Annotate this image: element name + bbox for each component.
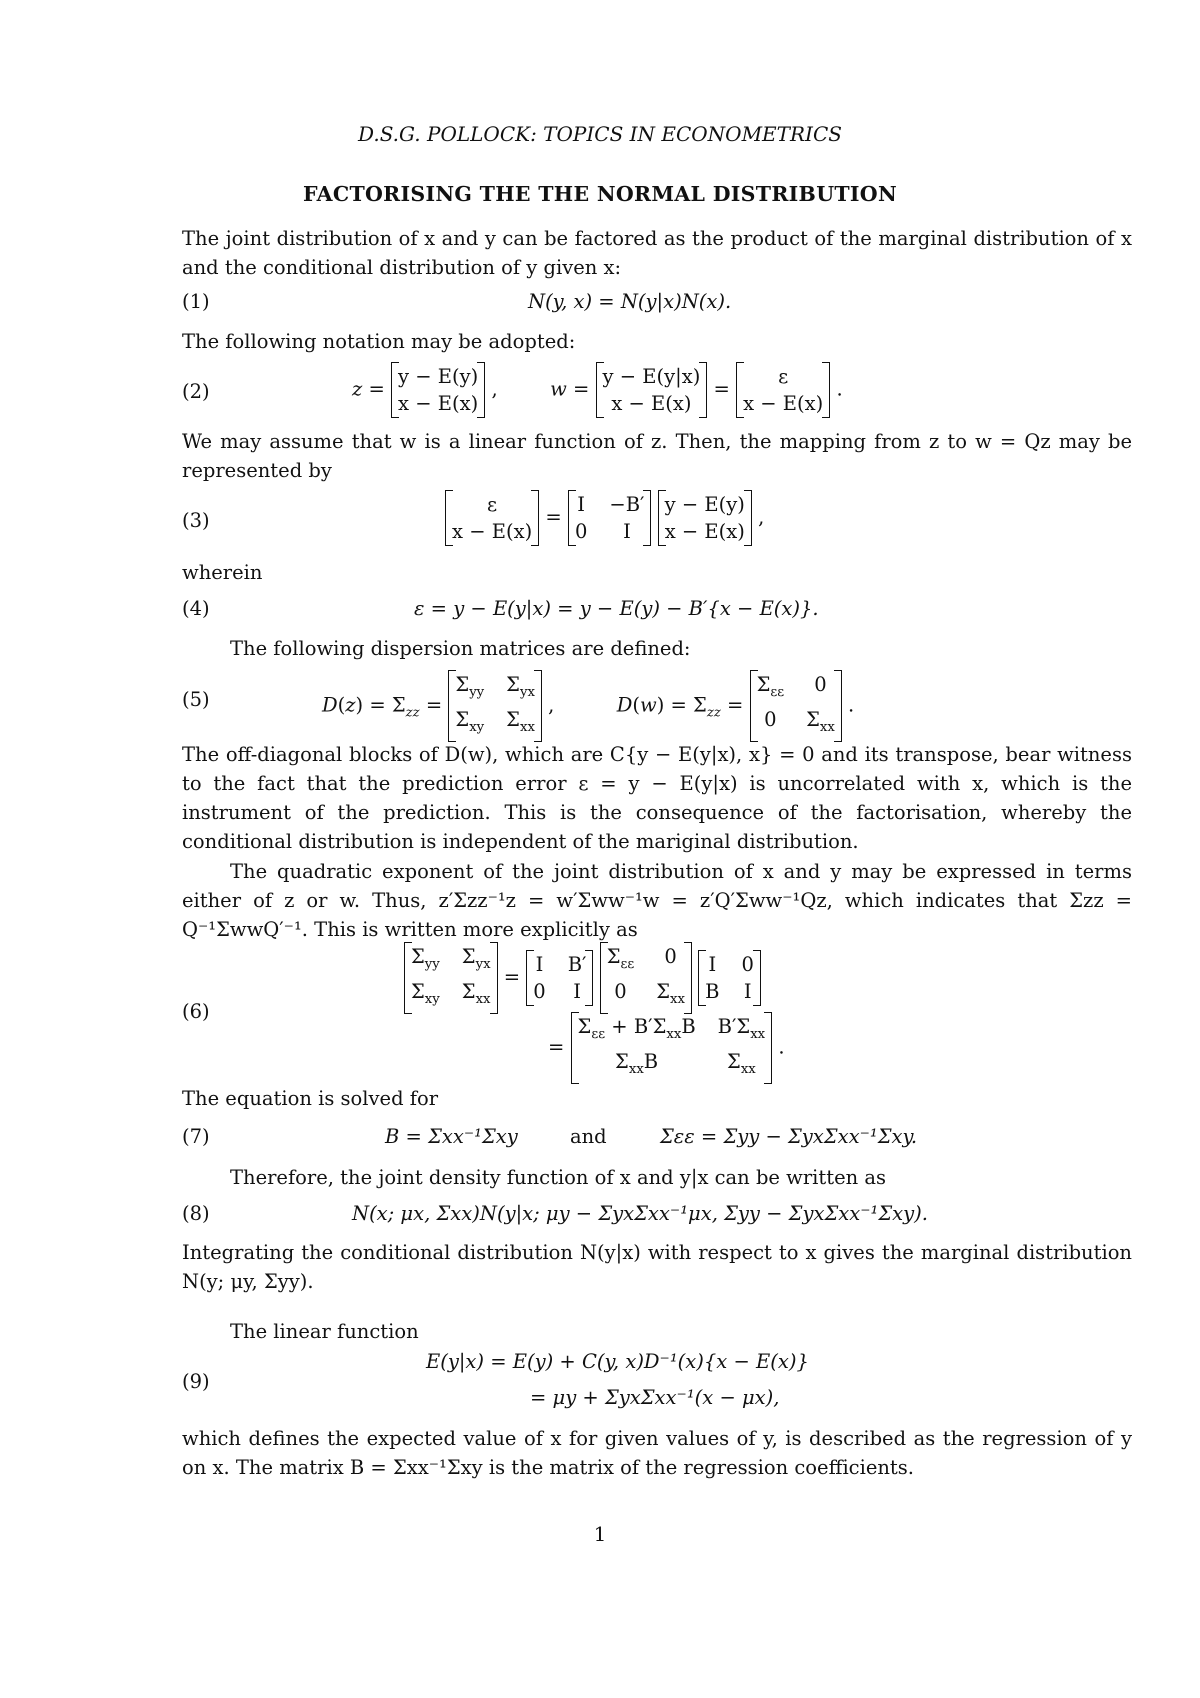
- eq5-body: $D(z) = \Sigma_{zz}$ = $\Sigma_{yy}$ $\Sigma_{yx}$ $\Sigma_{xy}$ $\Sigma_{xx}$ , $D(w) = \Sigma_{zz}$ = $\Sigma_{\varepsilon\varepsilon}$ 0 0 $\Sigma_{xx}$ .: [322, 670, 854, 742]
- eq1-body: N(y, x) = N(y|x)N(x).: [528, 290, 732, 313]
- therefore-line: Therefore, the joint density function of x and y|x can be written as: [230, 1166, 887, 1189]
- wherein-line: wherein: [182, 561, 263, 584]
- intro-paragraph: The joint distribution of x and y can be factored as the product of the marginal distribution of x and the conditional distribution of y given x:: [182, 227, 1132, 279]
- dispersion-line: The following dispersion matrices are defined:: [230, 637, 691, 660]
- running-header: D.S.G. POLLOCK: TOPICS IN ECONOMETRICS: [358, 122, 842, 146]
- eq6-label: (6): [182, 1000, 210, 1023]
- eq6-line2: = $\Sigma_{\varepsilon\varepsilon} + B'\Sigma_{xx}B$ $B'\Sigma_{xx}$ $\Sigma_{xx}B$ $\Sigma_{xx}$ .: [548, 1012, 785, 1084]
- eq7-and: and: [570, 1125, 607, 1148]
- eq4-body: ε = y − E(y|x) = y − E(y) − B′{x − E(x)}.: [414, 597, 819, 620]
- page-number: 1: [593, 1522, 607, 1546]
- eq1-label: (1): [182, 290, 210, 313]
- closing-paragraph: which defines the expected value of x for given values of y, is described as the regression of y on x. The matrix B = Σxx⁻¹Σxy is the matrix of the regression coefficients.: [182, 1427, 1132, 1479]
- eq4-label: (4): [182, 597, 210, 620]
- section-title: FACTORISING THE THE NORMAL DISTRIBUTION: [302, 182, 898, 206]
- eq9-label: (9): [182, 1370, 210, 1393]
- eq9-line1: E(y|x) = E(y) + C(y, x)D⁻¹(x){x − E(x)}: [426, 1350, 809, 1373]
- eq7-right: Σεε = Σyy − ΣyxΣxx⁻¹Σxy.: [660, 1125, 918, 1148]
- eq2-body: z = y − E(y) x − E(x) , w = y − E(y|x) x − E(x) = ε x − E(x) .: [352, 362, 843, 418]
- linear-paragraph: We may assume that w is a linear function of z. Then, the mapping from z to w = Qz may be represented by: [182, 430, 1132, 482]
- eq2-label: (2): [182, 380, 210, 403]
- linfun-line: The linear function: [230, 1320, 419, 1343]
- offdiag-paragraph: The off-diagonal blocks of D(w), which are C{y − E(y|x), x} = 0 and its transpose, bear witness to the fact that the prediction error ε = y − E(y|x) is uncorrelated with x, which is the instrument of the prediction. This is the consequence of the factorisation, whereby the conditional distribution is independent of the mariginal distribution.: [182, 743, 1132, 853]
- eq3-body: ε x − E(x) = I −B′ 0 I y − E(y) x − E(x) ,: [445, 490, 764, 546]
- eq6-line1: $\Sigma_{yy}$ $\Sigma_{yx}$ $\Sigma_{xy}$ $\Sigma_{xx}$ = I B′ 0 I $\Sigma_{\varepsilon\varepsilon}$ 0 0 $\Sigma_{xx}$ I 0 B I: [404, 942, 761, 1014]
- solved-line: The equation is solved for: [182, 1087, 439, 1110]
- eq8-body: N(x; μx, Σxx)N(y|x; μy − ΣyxΣxx⁻¹μx, Σyy − ΣyxΣxx⁻¹Σxy).: [352, 1202, 928, 1225]
- eq5-label: (5): [182, 688, 210, 711]
- eq7-left: B = Σxx⁻¹Σxy: [385, 1125, 518, 1148]
- eq8-label: (8): [182, 1202, 210, 1225]
- quadratic-paragraph: The quadratic exponent of the joint distribution of x and y may be expressed in terms either of z or w. Thus, z′Σzz⁻¹z = w′Σww⁻¹w = z′Q′Σww⁻¹Qz, which indicates that Σzz = Q⁻¹ΣwwQ′⁻¹. This is written more explicitly as: [182, 860, 1132, 941]
- eq9-line2: = μy + ΣyxΣxx⁻¹(x − μx),: [530, 1386, 780, 1409]
- eq7-label: (7): [182, 1125, 210, 1148]
- eq3-label: (3): [182, 509, 210, 532]
- integrating-paragraph: Integrating the conditional distribution N(y|x) with respect to x gives the marginal distribution N(y; μy, Σyy).: [182, 1241, 1132, 1293]
- notation-line: The following notation may be adopted:: [182, 330, 576, 353]
